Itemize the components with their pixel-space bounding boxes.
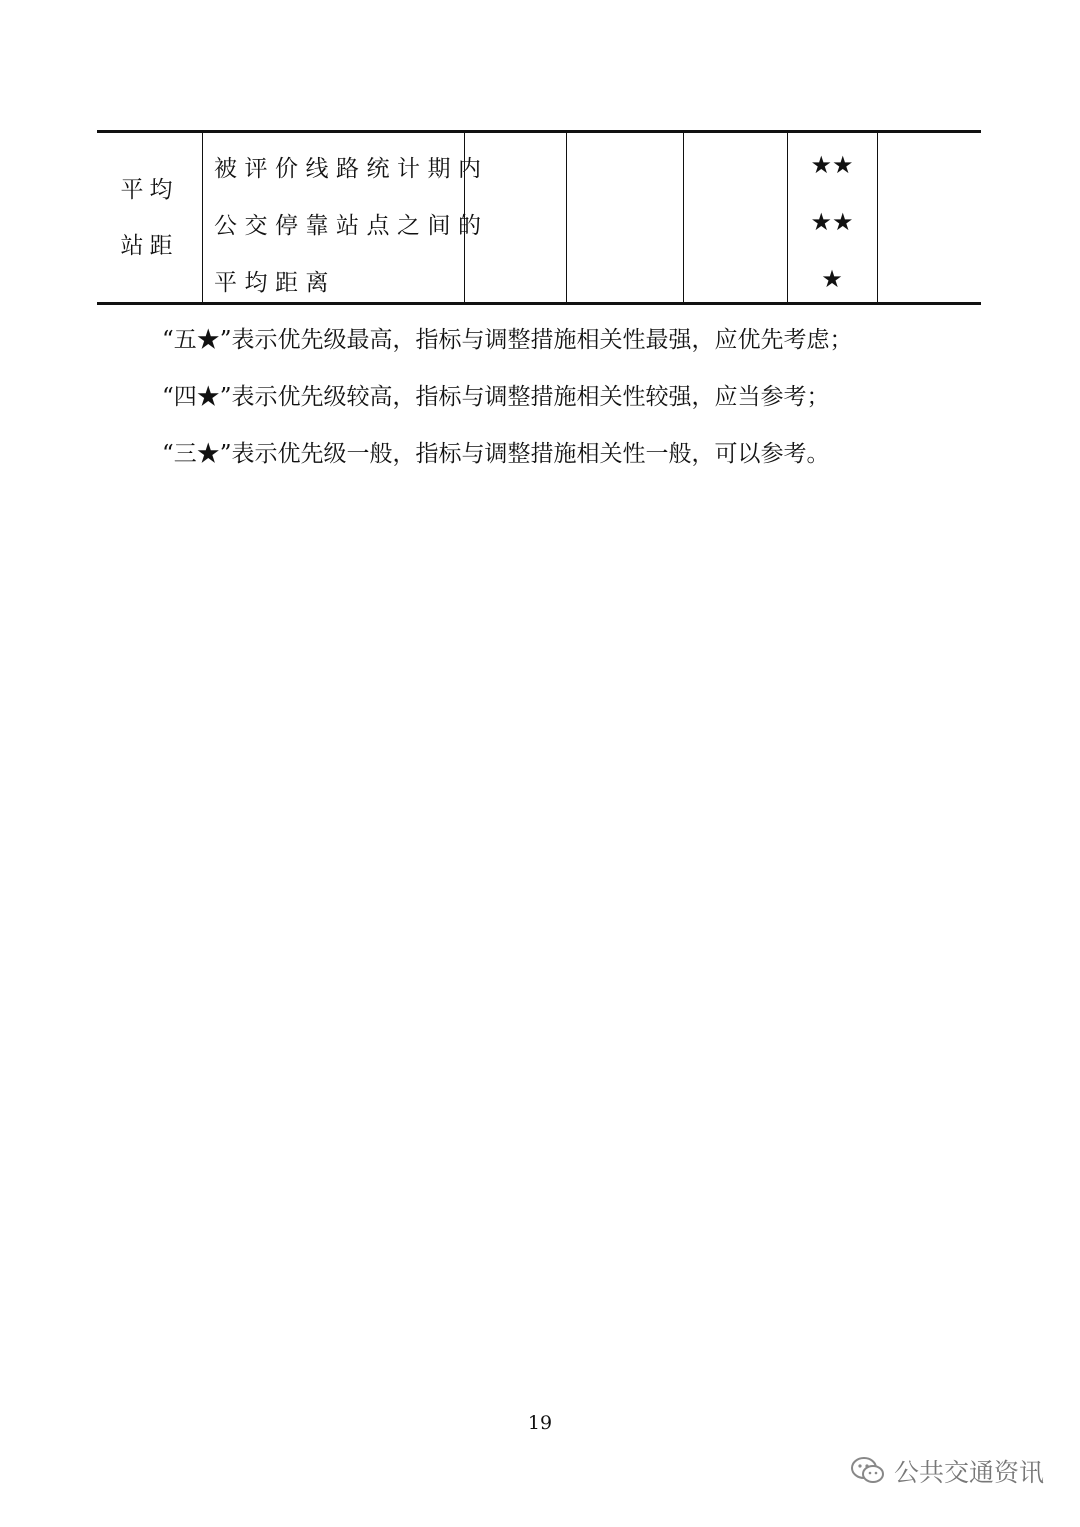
definition-line: 被评价线路统计期内 bbox=[214, 156, 489, 182]
empty-cell bbox=[877, 133, 981, 302]
note-five-star: “五★”表示优先级最高，指标与调整措施相关性最强，应优先考虑； bbox=[162, 327, 853, 353]
star-rating-line: ★★ bbox=[810, 151, 854, 179]
definition-line: 平均距离 bbox=[214, 270, 336, 296]
priority-stars-cell bbox=[787, 133, 877, 302]
watermark bbox=[850, 1453, 1044, 1489]
star-rating-line: ★ bbox=[821, 265, 843, 293]
indicator-table bbox=[97, 130, 981, 305]
note-four-star: “四★”表示优先级较高，指标与调整措施相关性较强，应当参考； bbox=[162, 384, 830, 410]
page-number: 19 bbox=[527, 1412, 553, 1434]
wechat-icon bbox=[850, 1456, 886, 1486]
star-rating-line: ★★ bbox=[810, 208, 854, 236]
watermark-text: 公共交通资讯 bbox=[893, 1458, 1044, 1487]
definition-line: 公交停靠站点之间的 bbox=[214, 213, 489, 239]
note-three-star: “三★”表示优先级一般，指标与调整措施相关性一般，可以参考。 bbox=[162, 441, 830, 467]
empty-cell bbox=[566, 133, 683, 302]
indicator-name-line: 平均 bbox=[120, 176, 179, 203]
indicator-definition-cell bbox=[202, 133, 489, 302]
indicator-name-line: 站距 bbox=[120, 232, 179, 259]
empty-cell bbox=[683, 133, 787, 302]
empty-cell bbox=[464, 133, 566, 302]
indicator-name-cell bbox=[97, 133, 202, 302]
legend-notes bbox=[162, 312, 853, 483]
